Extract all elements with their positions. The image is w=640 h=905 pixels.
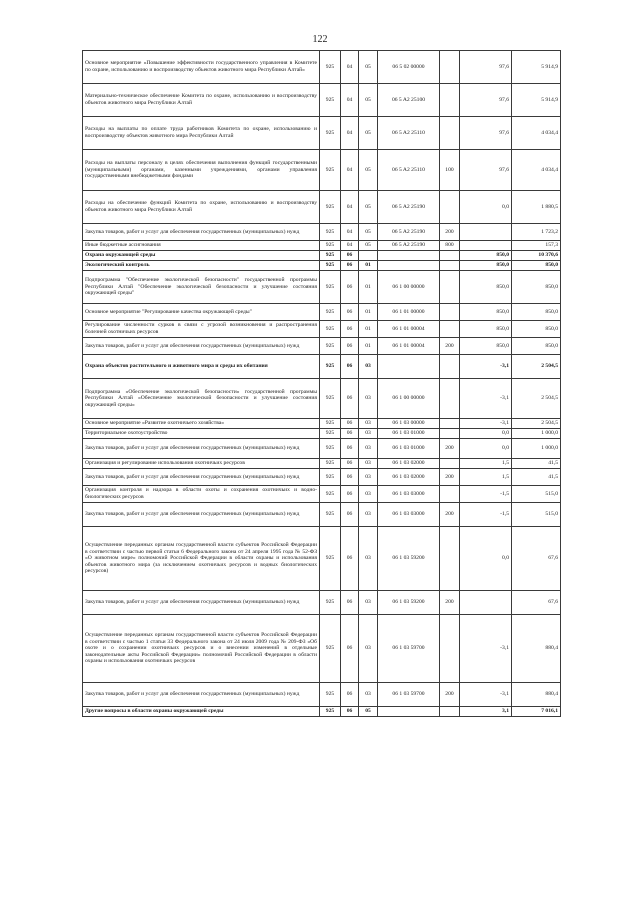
amount-change: 850,0 xyxy=(460,271,512,304)
amount-change: 850,0 xyxy=(460,321,512,338)
grbs-code: 925 xyxy=(320,355,341,379)
expense-type-code xyxy=(440,429,460,439)
target-article-code: 06 1 01 00000 xyxy=(378,304,440,321)
budget-table xyxy=(82,50,561,717)
grbs-code: 925 xyxy=(320,459,341,469)
row-name: Регулирование численности сурков в связи с угрозой возникновения и распространения болезней охотничьих ресурсов xyxy=(83,321,320,338)
table-section-row xyxy=(83,251,561,261)
subsection-code: 01 xyxy=(359,338,378,355)
target-article-code: 06 1 01 00004 xyxy=(378,338,440,355)
amount-total: 850,0 xyxy=(512,261,561,271)
target-article-code: 06 5 A2 25110 xyxy=(378,117,440,150)
row-name: Закупка товаров, работ и услуг для обеспечения государственных (муниципальных) нужд xyxy=(83,683,320,707)
section-code: 06 xyxy=(341,355,359,379)
expense-type-code xyxy=(440,51,460,84)
section-code: 06 xyxy=(341,429,359,439)
grbs-code: 925 xyxy=(320,304,341,321)
section-code: 06 xyxy=(341,459,359,469)
amount-change: -1,5 xyxy=(460,503,512,527)
expense-type-code xyxy=(440,527,460,591)
section-code: 06 xyxy=(341,683,359,707)
amount-total: 850,0 xyxy=(512,304,561,321)
target-article-code: 06 1 03 01000 xyxy=(378,439,440,459)
amount-change: -3,1 xyxy=(460,379,512,419)
amount-change xyxy=(460,241,512,251)
grbs-code: 925 xyxy=(320,429,341,439)
amount-total: 2 504,5 xyxy=(512,419,561,429)
expense-type-code: 200 xyxy=(440,224,460,241)
target-article-code: 06 1 00 00000 xyxy=(378,379,440,419)
grbs-code: 925 xyxy=(320,591,341,615)
amount-change: 97,6 xyxy=(460,150,512,191)
amount-total: 1 000,0 xyxy=(512,429,561,439)
row-name: Закупка товаров, работ и услуг для обеспечения государственных (муниципальных) нужд xyxy=(83,591,320,615)
expense-type-code xyxy=(440,84,460,117)
subsection-code: 05 xyxy=(359,84,378,117)
expense-type-code: 200 xyxy=(440,439,460,459)
section-code: 06 xyxy=(341,503,359,527)
expense-type-code: 200 xyxy=(440,591,460,615)
amount-total: 850,0 xyxy=(512,271,561,304)
table-row xyxy=(83,683,561,707)
table-row xyxy=(83,338,561,355)
target-article-code: 06 1 03 02000 xyxy=(378,459,440,469)
row-name: Территориальное охотоустройство xyxy=(83,429,320,439)
amount-total: 2 504,5 xyxy=(512,355,561,379)
section-code: 04 xyxy=(341,84,359,117)
grbs-code: 925 xyxy=(320,271,341,304)
target-article-code: 06 5 A2 25100 xyxy=(378,84,440,117)
grbs-code: 925 xyxy=(320,84,341,117)
target-article-code xyxy=(378,251,440,261)
grbs-code: 925 xyxy=(320,241,341,251)
table-row xyxy=(83,591,561,615)
row-name: Закупка товаров, работ и услуг для обеспечения государственных (муниципальных) нужд xyxy=(83,469,320,486)
row-name: Основное мероприятие «Повышение эффективности государственного управления в Комитете по охране, использованию и воспроизводству объектов животного мира Республики Алтай» xyxy=(83,51,320,84)
target-article-code: 06 1 03 03000 xyxy=(378,486,440,503)
section-code: 04 xyxy=(341,51,359,84)
section-code: 06 xyxy=(341,261,359,271)
amount-total: 880,4 xyxy=(512,683,561,707)
target-article-code: 06 1 03 59700 xyxy=(378,683,440,707)
expense-type-code xyxy=(440,251,460,261)
subsection-code: 01 xyxy=(359,271,378,304)
row-name: Организация контроля и надзора в области охоты и сохранения охотничьих и водно-биологических ресурсов xyxy=(83,486,320,503)
subsection-code: 01 xyxy=(359,304,378,321)
row-name: Основное мероприятие "Регулирование качества окружающей среды" xyxy=(83,304,320,321)
row-name: Охрана окружающей среды xyxy=(83,251,320,261)
amount-total: 10 370,6 xyxy=(512,251,561,261)
expense-type-code xyxy=(440,321,460,338)
amount-total: 67,6 xyxy=(512,527,561,591)
subsection-code: 01 xyxy=(359,261,378,271)
amount-total: 880,4 xyxy=(512,615,561,683)
grbs-code: 925 xyxy=(320,51,341,84)
amount-change: 850,0 xyxy=(460,251,512,261)
target-article-code: 06 1 03 00000 xyxy=(378,419,440,429)
row-name: Иные бюджетные ассигнования xyxy=(83,241,320,251)
subsection-code: 05 xyxy=(359,117,378,150)
amount-change: -3,1 xyxy=(460,683,512,707)
amount-change xyxy=(460,591,512,615)
target-article-code xyxy=(378,355,440,379)
expense-type-code xyxy=(440,419,460,429)
section-code: 06 xyxy=(341,486,359,503)
section-code: 04 xyxy=(341,150,359,191)
table-row xyxy=(83,379,561,419)
subsection-code: 05 xyxy=(359,51,378,84)
amount-change: -3,1 xyxy=(460,419,512,429)
amount-change: 1,5 xyxy=(460,469,512,486)
table-row xyxy=(83,486,561,503)
amount-total: 850,0 xyxy=(512,338,561,355)
grbs-code: 925 xyxy=(320,117,341,150)
amount-change: 0,0 xyxy=(460,439,512,459)
target-article-code: 06 1 03 59200 xyxy=(378,591,440,615)
table-row xyxy=(83,271,561,304)
page-number: 122 xyxy=(312,34,328,45)
amount-total: 515,0 xyxy=(512,486,561,503)
grbs-code: 925 xyxy=(320,338,341,355)
amount-total: 4 034,4 xyxy=(512,150,561,191)
amount-total: 1 880,5 xyxy=(512,191,561,224)
target-article-code: 06 5 02 00000 xyxy=(378,51,440,84)
row-name: Осуществление переданных органам государственной власти субъектов Российской Федерации в соответствии с частью первой статьи 6 Федерального закона от 24 апреля 1995 года № 52-ФЗ «О животном мире» полномочий Российской Федерации в области охраны и использования объектов животного мира (за исключением охотничьих ресурсов и водных биологических ресурсов) xyxy=(83,527,320,591)
grbs-code: 925 xyxy=(320,150,341,191)
table-row xyxy=(83,503,561,527)
subsection-code: 03 xyxy=(359,615,378,683)
row-name: Закупка товаров, работ и услуг для обеспечения государственных (муниципальных) нужд xyxy=(83,224,320,241)
grbs-code: 925 xyxy=(320,527,341,591)
grbs-code: 925 xyxy=(320,251,341,261)
expense-type-code: 200 xyxy=(440,503,460,527)
target-article-code xyxy=(378,261,440,271)
target-article-code: 06 5 A2 25110 xyxy=(378,150,440,191)
grbs-code: 925 xyxy=(320,683,341,707)
expense-type-code xyxy=(440,486,460,503)
grbs-code: 925 xyxy=(320,224,341,241)
subsection-code: 05 xyxy=(359,224,378,241)
section-code: 06 xyxy=(341,419,359,429)
amount-total: 515,0 xyxy=(512,503,561,527)
table-row xyxy=(83,191,561,224)
section-code: 06 xyxy=(341,469,359,486)
target-article-code: 06 1 00 00000 xyxy=(378,271,440,304)
subsection-code: 05 xyxy=(359,150,378,191)
target-article-code: 06 1 03 02000 xyxy=(378,469,440,486)
section-code: 04 xyxy=(341,224,359,241)
row-name: Осуществление переданных органам государственной власти субъектов Российской Федерации в соответствии с частью 1 статьи 33 Федерального закона от 24 июля 2009 года № 209-ФЗ «Об охоте и о сохранении охотничьих ресурсов и о внесении изменений в отдельные законодательные акты Российской Федерации» полномочий Российской Федерации в области охраны и использования охотничьих ресурсов xyxy=(83,615,320,683)
section-code: 06 xyxy=(341,271,359,304)
grbs-code: 925 xyxy=(320,321,341,338)
amount-total: 67,6 xyxy=(512,591,561,615)
table-row xyxy=(83,615,561,683)
expense-type-code xyxy=(440,355,460,379)
expense-type-code xyxy=(440,261,460,271)
section-code: 06 xyxy=(341,251,359,261)
amount-total: 850,0 xyxy=(512,321,561,338)
target-article-code: 06 1 01 00004 xyxy=(378,321,440,338)
expense-type-code xyxy=(440,379,460,419)
subsection-code: 03 xyxy=(359,429,378,439)
grbs-code: 925 xyxy=(320,439,341,459)
table-row xyxy=(83,51,561,84)
table-row xyxy=(83,84,561,117)
section-code: 06 xyxy=(341,304,359,321)
grbs-code: 925 xyxy=(320,379,341,419)
table-row xyxy=(83,459,561,469)
subsection-code: 03 xyxy=(359,486,378,503)
amount-change: 850,0 xyxy=(460,338,512,355)
subsection-code: 05 xyxy=(359,241,378,251)
amount-total: 7 016,1 xyxy=(512,707,561,717)
row-name: Материально-техническое обеспечение Комитета по охране, использованию и воспроизводству объектов животного мира Республики Алтай xyxy=(83,84,320,117)
row-name: Закупка товаров, работ и услуг для обеспечения государственных (муниципальных) нужд xyxy=(83,338,320,355)
row-name: Подпрограмма "Обеспечение экологической безопасности" государственной программы Республики Алтай "Обеспечение экологической безопасности и улучшение состояния окружающей среды" xyxy=(83,271,320,304)
target-article-code: 06 1 03 59700 xyxy=(378,615,440,683)
target-article-code: 06 5 A2 25190 xyxy=(378,241,440,251)
expense-type-code xyxy=(440,191,460,224)
amount-change: 850,0 xyxy=(460,261,512,271)
amount-total: 5 914,9 xyxy=(512,51,561,84)
row-name: Основное мероприятие «Развитие охотничьего хозяйства» xyxy=(83,419,320,429)
section-code: 06 xyxy=(341,439,359,459)
expense-type-code: 200 xyxy=(440,683,460,707)
row-name: Закупка товаров, работ и услуг для обеспечения государственных (муниципальных) нужд xyxy=(83,439,320,459)
amount-change: 1,5 xyxy=(460,459,512,469)
section-code: 06 xyxy=(341,338,359,355)
amount-change: 0,0 xyxy=(460,527,512,591)
amount-change xyxy=(460,224,512,241)
subsection-code: 05 xyxy=(359,191,378,224)
grbs-code: 925 xyxy=(320,615,341,683)
amount-change: 97,6 xyxy=(460,84,512,117)
row-name: Расходы на обеспечение функций Комитета по охране, использованию и воспроизводству объектов животного мира Республики Алтай xyxy=(83,191,320,224)
amount-total: 1 723,2 xyxy=(512,224,561,241)
section-code: 06 xyxy=(341,707,359,717)
subsection-code: 03 xyxy=(359,419,378,429)
section-code: 06 xyxy=(341,379,359,419)
subsection-code: 03 xyxy=(359,379,378,419)
target-article-code: 06 1 03 59200 xyxy=(378,527,440,591)
subsection-code: 03 xyxy=(359,439,378,459)
table-row xyxy=(83,117,561,150)
table-row xyxy=(83,419,561,429)
row-name: Экологический контроль xyxy=(83,261,320,271)
expense-type-code: 100 xyxy=(440,150,460,191)
table-section-row xyxy=(83,261,561,271)
row-name: Другие вопросы в области охраны окружающей среды xyxy=(83,707,320,717)
expense-type-code xyxy=(440,304,460,321)
subsection-code: 03 xyxy=(359,591,378,615)
grbs-code: 925 xyxy=(320,707,341,717)
table-section-row xyxy=(83,707,561,717)
subsection-code: 05 xyxy=(359,707,378,717)
subsection-code: 03 xyxy=(359,683,378,707)
row-name: Расходы на выплаты персоналу в целях обеспечения выполнения функций государственными (муниципальными) органами, казенными учреждениями, органами управления государственными внебюджетными фондами xyxy=(83,150,320,191)
grbs-code: 925 xyxy=(320,419,341,429)
amount-change: 97,6 xyxy=(460,51,512,84)
amount-change: -3,1 xyxy=(460,355,512,379)
table-row xyxy=(83,304,561,321)
expense-type-code xyxy=(440,707,460,717)
table-row xyxy=(83,150,561,191)
subsection-code: 03 xyxy=(359,459,378,469)
table-row xyxy=(83,241,561,251)
amount-change: -3,1 xyxy=(460,615,512,683)
section-code: 06 xyxy=(341,321,359,338)
amount-change: 97,6 xyxy=(460,117,512,150)
target-article-code: 06 5 A2 25190 xyxy=(378,191,440,224)
subsection-code: 03 xyxy=(359,503,378,527)
table-row xyxy=(83,527,561,591)
expense-type-code xyxy=(440,271,460,304)
amount-total: 41,5 xyxy=(512,469,561,486)
table-row xyxy=(83,469,561,486)
row-name: Закупка товаров, работ и услуг для обеспечения государственных (муниципальных) нужд xyxy=(83,503,320,527)
section-code: 04 xyxy=(341,191,359,224)
amount-total: 2 504,5 xyxy=(512,379,561,419)
target-article-code xyxy=(378,707,440,717)
grbs-code: 925 xyxy=(320,469,341,486)
amount-total: 4 034,4 xyxy=(512,117,561,150)
expense-type-code: 200 xyxy=(440,338,460,355)
subsection-code: 03 xyxy=(359,527,378,591)
target-article-code: 06 1 03 03000 xyxy=(378,503,440,527)
amount-total: 41,5 xyxy=(512,459,561,469)
expense-type-code: 800 xyxy=(440,241,460,251)
amount-total: 157,3 xyxy=(512,241,561,251)
section-code: 04 xyxy=(341,117,359,150)
section-code: 04 xyxy=(341,241,359,251)
section-code: 06 xyxy=(341,615,359,683)
expense-type-code: 200 xyxy=(440,469,460,486)
grbs-code: 925 xyxy=(320,191,341,224)
subsection-code: 03 xyxy=(359,355,378,379)
amount-change: -1,5 xyxy=(460,486,512,503)
table-section-row xyxy=(83,355,561,379)
row-name: Расходы на выплаты по оплате труда работников Комитета по охране, использованию и воспроизводству объектов животного мира Республики Алтай xyxy=(83,117,320,150)
amount-total: 5 914,9 xyxy=(512,84,561,117)
amount-change: 0,0 xyxy=(460,429,512,439)
subsection-code: 01 xyxy=(359,321,378,338)
expense-type-code xyxy=(440,117,460,150)
grbs-code: 925 xyxy=(320,261,341,271)
expense-type-code xyxy=(440,459,460,469)
target-article-code: 06 5 A2 25190 xyxy=(378,224,440,241)
section-code: 06 xyxy=(341,527,359,591)
table-row xyxy=(83,224,561,241)
amount-change: 3,1 xyxy=(460,707,512,717)
amount-total: 1 000,0 xyxy=(512,439,561,459)
table-row xyxy=(83,321,561,338)
row-name: Охрана объектов растительного и животного мира и среды их обитания xyxy=(83,355,320,379)
grbs-code: 925 xyxy=(320,486,341,503)
row-name: Организация и регулирование использования охотничьих ресурсов xyxy=(83,459,320,469)
subsection-code xyxy=(359,251,378,261)
expense-type-code xyxy=(440,615,460,683)
target-article-code: 06 1 03 01000 xyxy=(378,429,440,439)
grbs-code: 925 xyxy=(320,503,341,527)
table-row xyxy=(83,439,561,459)
amount-change: 0,0 xyxy=(460,191,512,224)
section-code: 06 xyxy=(341,591,359,615)
subsection-code: 03 xyxy=(359,469,378,486)
row-name: Подпрограмма «Обеспечение экологической безопасности» государственной программы Республики Алтай «Обеспечение экологической безопасности и улучшение состояния окружающей среды» xyxy=(83,379,320,419)
amount-change: 850,0 xyxy=(460,304,512,321)
table-row xyxy=(83,429,561,439)
